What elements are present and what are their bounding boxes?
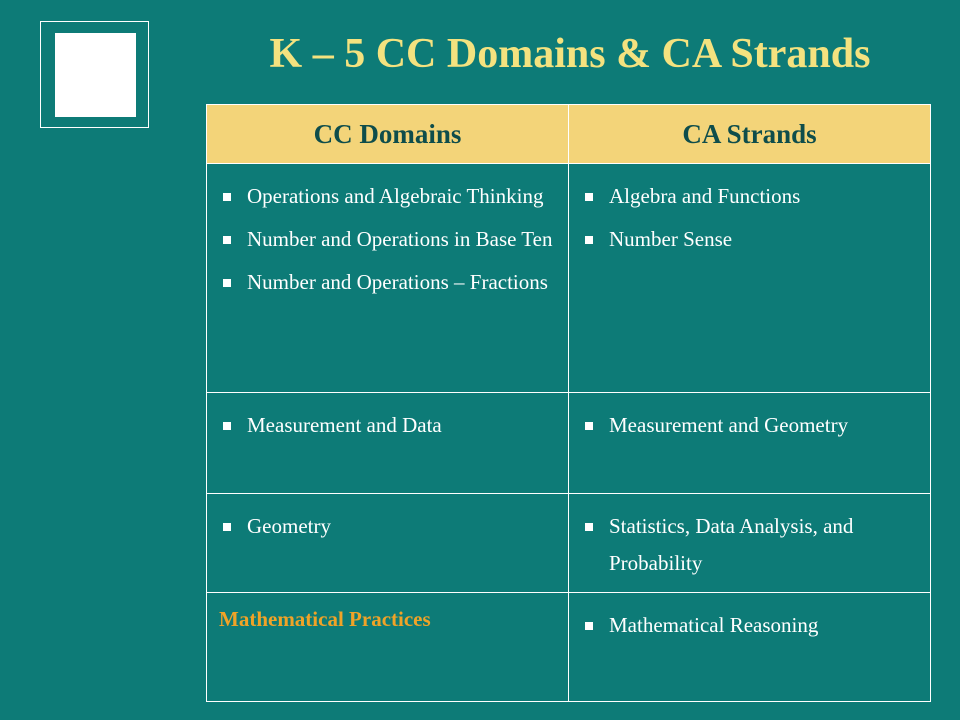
table-header-row	[207, 105, 931, 164]
table-row	[207, 164, 931, 393]
list-item	[581, 407, 924, 444]
cc-domains-cell	[207, 593, 569, 702]
decorative-frame	[40, 21, 149, 128]
ca-strand-label: Mathematical Reasoning	[609, 613, 819, 637]
cc-domain-label: Operations and Algebraic Thinking	[247, 184, 544, 208]
header-ca-strands: CA Strands	[569, 105, 931, 164]
ca-strands-cell	[569, 393, 931, 494]
bullet-square-icon	[223, 523, 231, 531]
cc-domain-label: Measurement and Data	[247, 413, 442, 437]
cc-domain-label: Number and Operations – Fractions	[247, 270, 548, 294]
ca-strand-label: Number Sense	[609, 227, 733, 251]
bullet-square-icon	[585, 236, 593, 244]
bullet-square-icon	[585, 422, 593, 430]
ca-strands-cell	[569, 164, 931, 393]
bullet-square-icon	[585, 622, 593, 630]
cc-domains-cell	[207, 164, 569, 393]
cc-domain-label: Number and Operations in Base Ten	[247, 227, 553, 251]
list-item	[581, 221, 924, 258]
table-row	[207, 494, 931, 593]
header-cc-domains: CC Domains	[207, 105, 569, 164]
ca-strand-label: Measurement and Geometry	[609, 413, 849, 437]
list-item	[219, 178, 562, 215]
bullet-square-icon	[223, 236, 231, 244]
bullet-square-icon	[223, 279, 231, 287]
list-item	[219, 221, 562, 258]
bullet-square-icon	[223, 193, 231, 201]
table-row	[207, 593, 931, 702]
decorative-square	[55, 33, 136, 117]
list-item	[581, 178, 924, 215]
list-item	[581, 607, 924, 644]
table-row	[207, 393, 931, 494]
slide-title: K – 5 CC Domains & CA Strands	[269, 31, 871, 77]
ca-strands-cell	[569, 593, 931, 702]
bullet-square-icon	[223, 422, 231, 430]
cc-domains-cell	[207, 494, 569, 593]
domains-strands-table	[206, 104, 931, 702]
list-item	[581, 508, 924, 582]
bullet-square-icon	[585, 193, 593, 201]
cc-domain-label: Geometry	[247, 514, 331, 538]
mathematical-practices-label: Mathematical Practices	[219, 607, 431, 631]
cc-domains-cell	[207, 393, 569, 494]
ca-strand-label: Statistics, Data Analysis, and Probability	[609, 514, 854, 575]
ca-strand-label: Algebra and Functions	[609, 184, 801, 208]
ca-strands-cell	[569, 494, 931, 593]
list-item	[219, 264, 562, 301]
list-item	[219, 407, 562, 444]
bullet-square-icon	[585, 523, 593, 531]
list-item	[219, 508, 562, 545]
